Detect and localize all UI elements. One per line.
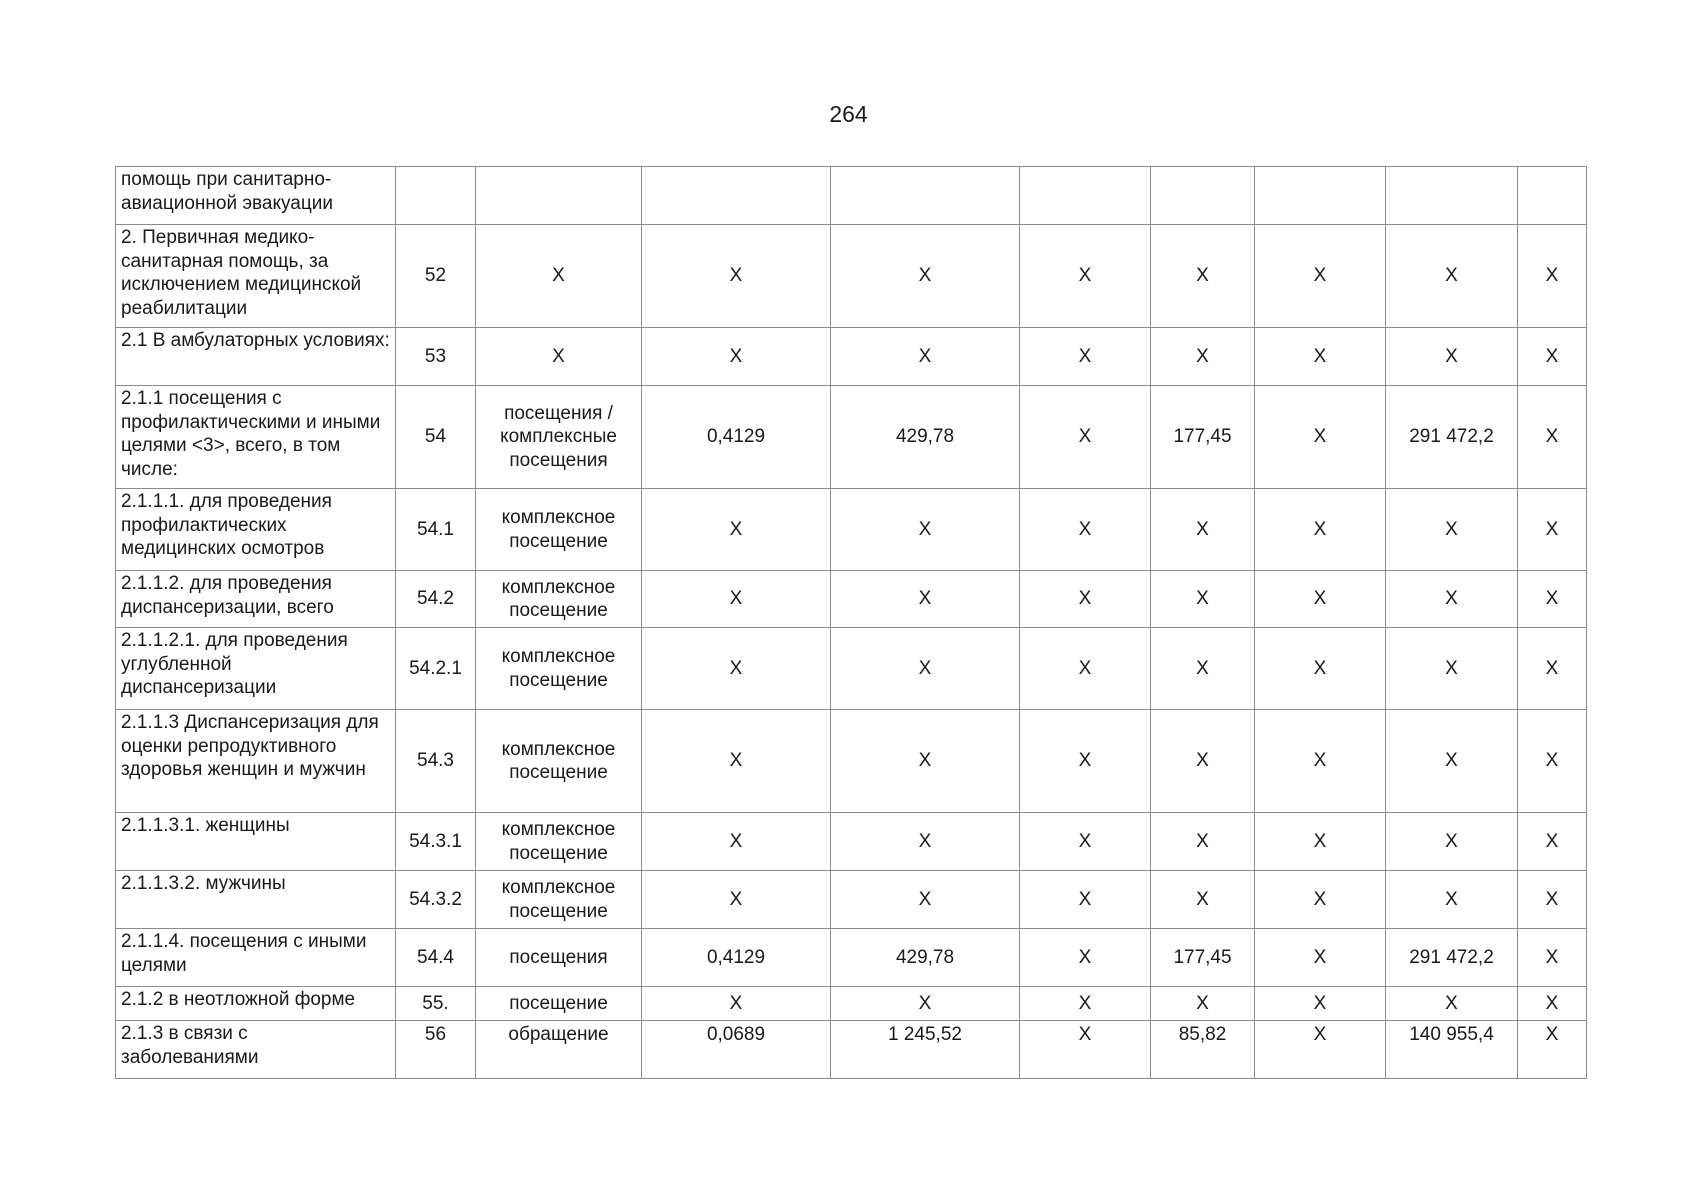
cell-col-8: Х [1255,929,1386,987]
table-row [116,1021,1587,1079]
cell-cost-norm [831,167,1020,225]
table-row [116,225,1587,328]
table-row [116,167,1587,225]
cell-cost-norm: 429,78 [831,929,1020,987]
cell-row-number: 56 [396,1021,476,1079]
cell-total-cost: 291 472,2 [1386,386,1518,489]
cell-row-number: 54.3 [396,710,476,813]
cell-col-8: Х [1255,987,1386,1021]
cell-cost-norm: Х [831,571,1020,628]
cell-per-capita: Х [1151,328,1255,386]
cell-col-6: Х [1020,813,1151,871]
cell-col-8: Х [1255,628,1386,710]
table-row [116,710,1587,813]
cell-indicator-name: 2.1.2 в неотложной форме [116,987,396,1021]
cell-total-cost: Х [1386,225,1518,328]
data-table [115,166,1587,1079]
cell-row-number: 54 [396,386,476,489]
cell-volume-norm: Х [642,871,831,929]
table-row [116,628,1587,710]
cell-row-number: 54.3.1 [396,813,476,871]
cell-col-6: Х [1020,929,1151,987]
cell-col-10: Х [1518,871,1587,929]
cell-total-cost: Х [1386,871,1518,929]
cell-total-cost: Х [1386,813,1518,871]
cell-total-cost: 291 472,2 [1386,929,1518,987]
cell-col-10: Х [1518,1021,1587,1079]
cell-per-capita: Х [1151,628,1255,710]
table-row [116,386,1587,489]
cell-col-8: Х [1255,571,1386,628]
cell-col-8: Х [1255,813,1386,871]
cell-indicator-name: 2.1.3 в связи с заболеваниями [116,1021,396,1079]
cell-cost-norm: Х [831,225,1020,328]
cell-col-10: Х [1518,813,1587,871]
cell-col-6 [1020,167,1151,225]
cell-col-8: Х [1255,710,1386,813]
cell-row-number: 54.2.1 [396,628,476,710]
cell-col-6: Х [1020,328,1151,386]
cell-row-number [396,167,476,225]
table-row [116,813,1587,871]
cell-indicator-name: 2.1.1.4. посещения с иными целями [116,929,396,987]
table-row [116,328,1587,386]
cell-unit: обращение [476,1021,642,1079]
cell-row-number: 53 [396,328,476,386]
cell-col-6: Х [1020,987,1151,1021]
cell-volume-norm: Х [642,225,831,328]
cell-volume-norm: Х [642,813,831,871]
cell-cost-norm: Х [831,813,1020,871]
cell-per-capita: 177,45 [1151,386,1255,489]
cell-indicator-name: 2.1.1.3.2. мужчины [116,871,396,929]
cell-cost-norm: Х [831,489,1020,571]
cell-indicator-name: 2.1.1.2.1. для проведения углубленной диспансеризации [116,628,396,710]
cell-col-10: Х [1518,571,1587,628]
cell-col-6: Х [1020,628,1151,710]
cell-total-cost: Х [1386,571,1518,628]
cell-volume-norm: 0,4129 [642,386,831,489]
cell-total-cost [1386,167,1518,225]
cell-unit: комплексное посещение [476,871,642,929]
table-row [116,987,1587,1021]
cell-indicator-name: 2.1.1.1. для проведения профилактических медицинских осмотров [116,489,396,571]
cell-cost-norm: Х [831,710,1020,813]
cell-col-8: Х [1255,1021,1386,1079]
cell-row-number: 54.1 [396,489,476,571]
cell-col-6: Х [1020,1021,1151,1079]
cell-col-6: Х [1020,871,1151,929]
cell-per-capita [1151,167,1255,225]
cell-per-capita: Х [1151,225,1255,328]
cell-unit: Х [476,225,642,328]
cell-cost-norm: Х [831,987,1020,1021]
cell-volume-norm: Х [642,571,831,628]
table-row [116,489,1587,571]
table-row [116,571,1587,628]
cell-volume-norm: Х [642,628,831,710]
table-body [116,167,1587,1079]
cell-indicator-name: помощь при санитарно-авиационной эвакуации [116,167,396,225]
table-row [116,871,1587,929]
cell-cost-norm: Х [831,628,1020,710]
cell-col-10: Х [1518,225,1587,328]
cell-row-number: 52 [396,225,476,328]
cell-col-10 [1518,167,1587,225]
cell-total-cost: 140 955,4 [1386,1021,1518,1079]
cell-col-6: Х [1020,225,1151,328]
cell-volume-norm: Х [642,987,831,1021]
cell-col-10: Х [1518,328,1587,386]
cell-col-8: Х [1255,386,1386,489]
cell-unit: комплексное посещение [476,813,642,871]
cell-unit: посещение [476,987,642,1021]
cell-col-10: Х [1518,929,1587,987]
cell-row-number: 54.4 [396,929,476,987]
cell-unit: посещения [476,929,642,987]
cell-per-capita: Х [1151,489,1255,571]
cell-col-6: Х [1020,489,1151,571]
cell-row-number: 54.2 [396,571,476,628]
cell-indicator-name: 2. Первичная медико-санитарная помощь, за исключением медицинской реабилитации [116,225,396,328]
cell-row-number: 55. [396,987,476,1021]
cell-volume-norm: 0,4129 [642,929,831,987]
cell-volume-norm: Х [642,328,831,386]
cell-per-capita: 177,45 [1151,929,1255,987]
cell-unit: комплексное посещение [476,571,642,628]
cell-col-8: Х [1255,871,1386,929]
cell-total-cost: Х [1386,987,1518,1021]
cell-unit: комплексное посещение [476,489,642,571]
cell-cost-norm: Х [831,871,1020,929]
cell-total-cost: Х [1386,710,1518,813]
cell-indicator-name: 2.1.1.2. для проведения диспансеризации, всего [116,571,396,628]
cell-volume-norm [642,167,831,225]
cell-col-8: Х [1255,489,1386,571]
cell-col-6: Х [1020,571,1151,628]
table-row [116,929,1587,987]
cell-volume-norm: Х [642,710,831,813]
cell-per-capita: 85,82 [1151,1021,1255,1079]
cell-cost-norm: Х [831,328,1020,386]
cell-per-capita: Х [1151,571,1255,628]
cell-unit: комплексное посещение [476,628,642,710]
cell-cost-norm: 1 245,52 [831,1021,1020,1079]
cell-col-8: Х [1255,225,1386,328]
cell-indicator-name: 2.1.1.3.1. женщины [116,813,396,871]
cell-unit: посещения / комплексные посещения [476,386,642,489]
cell-col-10: Х [1518,489,1587,571]
cell-row-number: 54.3.2 [396,871,476,929]
cell-unit: комплексное посещение [476,710,642,813]
cell-unit: Х [476,328,642,386]
cell-per-capita: Х [1151,813,1255,871]
cell-per-capita: Х [1151,871,1255,929]
cell-indicator-name: 2.1.1 посещения с профилактическими и иными целями <3>, всего, в том числе: [116,386,396,489]
cell-total-cost: Х [1386,328,1518,386]
cell-unit [476,167,642,225]
cell-col-10: Х [1518,386,1587,489]
cell-per-capita: Х [1151,987,1255,1021]
cell-total-cost: Х [1386,628,1518,710]
cell-total-cost: Х [1386,489,1518,571]
page-number: 264 [829,101,868,127]
cell-col-10: Х [1518,987,1587,1021]
cell-col-8: Х [1255,328,1386,386]
cell-indicator-name: 2.1.1.3 Диспансеризация для оценки репродуктивного здоровья женщин и мужчин [116,710,396,813]
cell-per-capita: Х [1151,710,1255,813]
cell-col-6: Х [1020,386,1151,489]
cell-cost-norm: 429,78 [831,386,1020,489]
cell-col-10: Х [1518,628,1587,710]
cell-col-10: Х [1518,710,1587,813]
cell-col-6: Х [1020,710,1151,813]
cell-indicator-name: 2.1 В амбулаторных условиях: [116,328,396,386]
cell-volume-norm: Х [642,489,831,571]
cell-col-8 [1255,167,1386,225]
cell-volume-norm: 0,0689 [642,1021,831,1079]
